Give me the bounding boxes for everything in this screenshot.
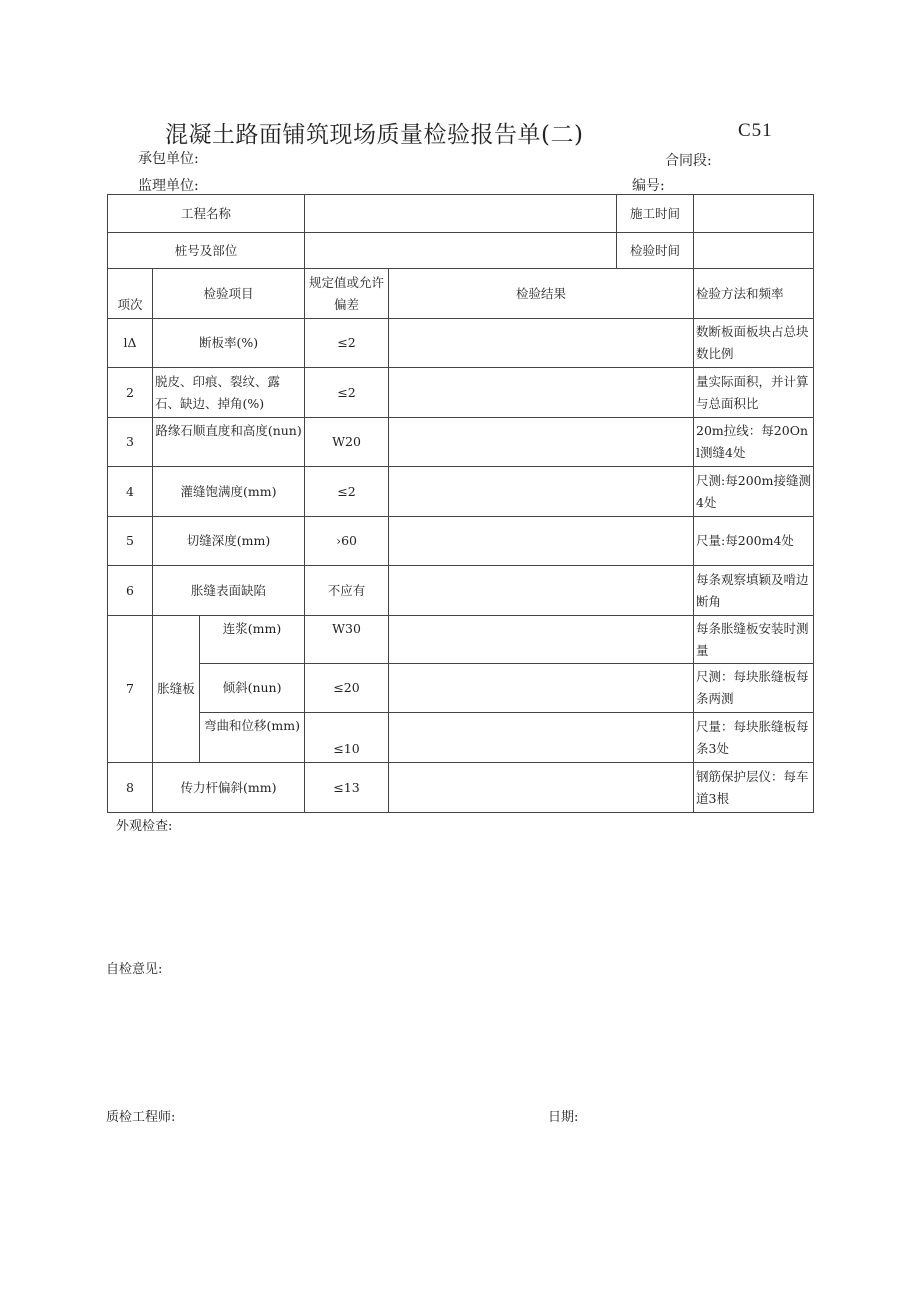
supervisor-label: 监理单位: <box>138 178 199 194</box>
row-subitem: 弯曲和位移(mm) <box>200 713 305 763</box>
row-item: 路缘石顺直度和高度(nun) <box>153 418 305 467</box>
row-method: 20m拉线：每20Onl测缝4处 <box>694 418 814 467</box>
row-method: 尺测:每200m接缝测4处 <box>694 467 814 517</box>
station-label-cell <box>108 233 305 269</box>
row-result-field[interactable] <box>389 368 694 418</box>
row-subitem: 连浆(mm) <box>200 616 305 664</box>
table-row <box>108 368 814 418</box>
col-result: 检验结果 <box>389 269 694 319</box>
row-no: lΔ <box>108 319 153 368</box>
col-item-no: 项次 <box>108 269 153 319</box>
inspection-time-field[interactable] <box>694 233 814 269</box>
inspection-table <box>107 194 814 813</box>
col-spec-line1: 规定值或允许 <box>309 274 385 290</box>
table-row <box>108 319 814 368</box>
row-spec: ≤2 <box>305 319 389 368</box>
contractor-label: 承包单位: <box>138 151 199 167</box>
inspection-time-label: 检验时间 <box>617 233 694 269</box>
row-no: 3 <box>108 418 153 467</box>
row-item: 切缝深度(mm) <box>153 517 305 566</box>
row-result-field[interactable] <box>389 566 694 616</box>
row-spec: W30 <box>305 616 389 664</box>
engineer-label: 质检工程师: <box>106 1110 176 1125</box>
column-header-row <box>108 269 814 319</box>
row-spec: ≤20 <box>305 664 389 713</box>
row-result-field[interactable] <box>389 664 694 713</box>
row-result-field[interactable] <box>389 319 694 368</box>
row-no: 6 <box>108 566 153 616</box>
row-no: 8 <box>108 763 153 813</box>
table-row <box>108 517 814 566</box>
row-item: 传力杆偏斜(mm) <box>153 763 305 813</box>
row-spec: 不应有 <box>305 566 389 616</box>
row-method: 数断板面板块占总块数比例 <box>694 319 814 368</box>
table-row <box>108 713 814 763</box>
row-no: 7 <box>108 616 153 763</box>
contract-section-label: 合同段: <box>665 153 712 169</box>
row-method: 尺测：每块胀缝板每条两测 <box>694 664 814 713</box>
self-check-label: 自检意见: <box>106 962 163 977</box>
row-result-field[interactable] <box>389 418 694 467</box>
row-subitem: 倾斜(nun) <box>200 664 305 713</box>
row-method: 尺量：每块胀缝板每条3处 <box>694 713 814 763</box>
col-spec-line2: 偏差 <box>334 296 360 312</box>
table-row <box>108 763 814 813</box>
row-result-field[interactable] <box>389 517 694 566</box>
station-field[interactable] <box>305 233 617 269</box>
project-name-label-cell <box>108 195 305 233</box>
col-spec <box>305 269 389 319</box>
row-no: 2 <box>108 368 153 418</box>
row-spec: ≤2 <box>305 368 389 418</box>
number-label: 编号: <box>632 178 665 194</box>
row-no: 5 <box>108 517 153 566</box>
row-item: 胀缝表面缺陷 <box>153 566 305 616</box>
appearance-check-label: 外观检查: <box>116 819 173 834</box>
row-result-field[interactable] <box>389 763 694 813</box>
col-item: 检验项目 <box>153 269 305 319</box>
table-row <box>108 467 814 517</box>
station-label: 桩号及部位 <box>174 242 238 258</box>
row-result-field[interactable] <box>389 713 694 763</box>
row-spec: ≤13 <box>305 763 389 813</box>
construction-time-label: 施工时间 <box>617 195 694 233</box>
row-spec: ›60 <box>305 517 389 566</box>
row-method: 每条胀缝板安装时测量 <box>694 616 814 664</box>
table-row <box>108 566 814 616</box>
row-result-field[interactable] <box>389 616 694 664</box>
row-method: 尺量:每200m4处 <box>694 517 814 566</box>
table-row <box>108 616 814 664</box>
table-row <box>108 664 814 713</box>
row-method: 量实际面积，并计算与总面积比 <box>694 368 814 418</box>
row-item: 灌缝饱满度(mm) <box>153 467 305 517</box>
col-method: 检验方法和频率 <box>694 269 814 319</box>
project-name-field[interactable] <box>305 195 617 233</box>
page-title: 混凝土路面铺筑现场质量检验报告单(二) <box>165 122 584 148</box>
row-item: 断板率(%) <box>153 319 305 368</box>
project-name-label: 工程名称 <box>181 205 232 221</box>
row-method: 每条观察填颖及啃边断角 <box>694 566 814 616</box>
row-spec: ≤2 <box>305 467 389 517</box>
form-code: C51 <box>738 120 773 141</box>
row-item: 脱皮、印痕、裂纹、露石、缺边、掉角(%) <box>153 368 305 418</box>
row-method: 钢筋保护层仪：每车道3根 <box>694 763 814 813</box>
table-row <box>108 418 814 467</box>
info-row-station <box>108 233 814 269</box>
row-spec: ≤10 <box>305 713 389 763</box>
row-group: 胀缝板 <box>153 616 200 763</box>
row-spec: W20 <box>305 418 389 467</box>
info-row-project <box>108 195 814 233</box>
row-no: 4 <box>108 467 153 517</box>
row-result-field[interactable] <box>389 467 694 517</box>
date-label: 日期: <box>548 1110 579 1125</box>
construction-time-field[interactable] <box>694 195 814 233</box>
